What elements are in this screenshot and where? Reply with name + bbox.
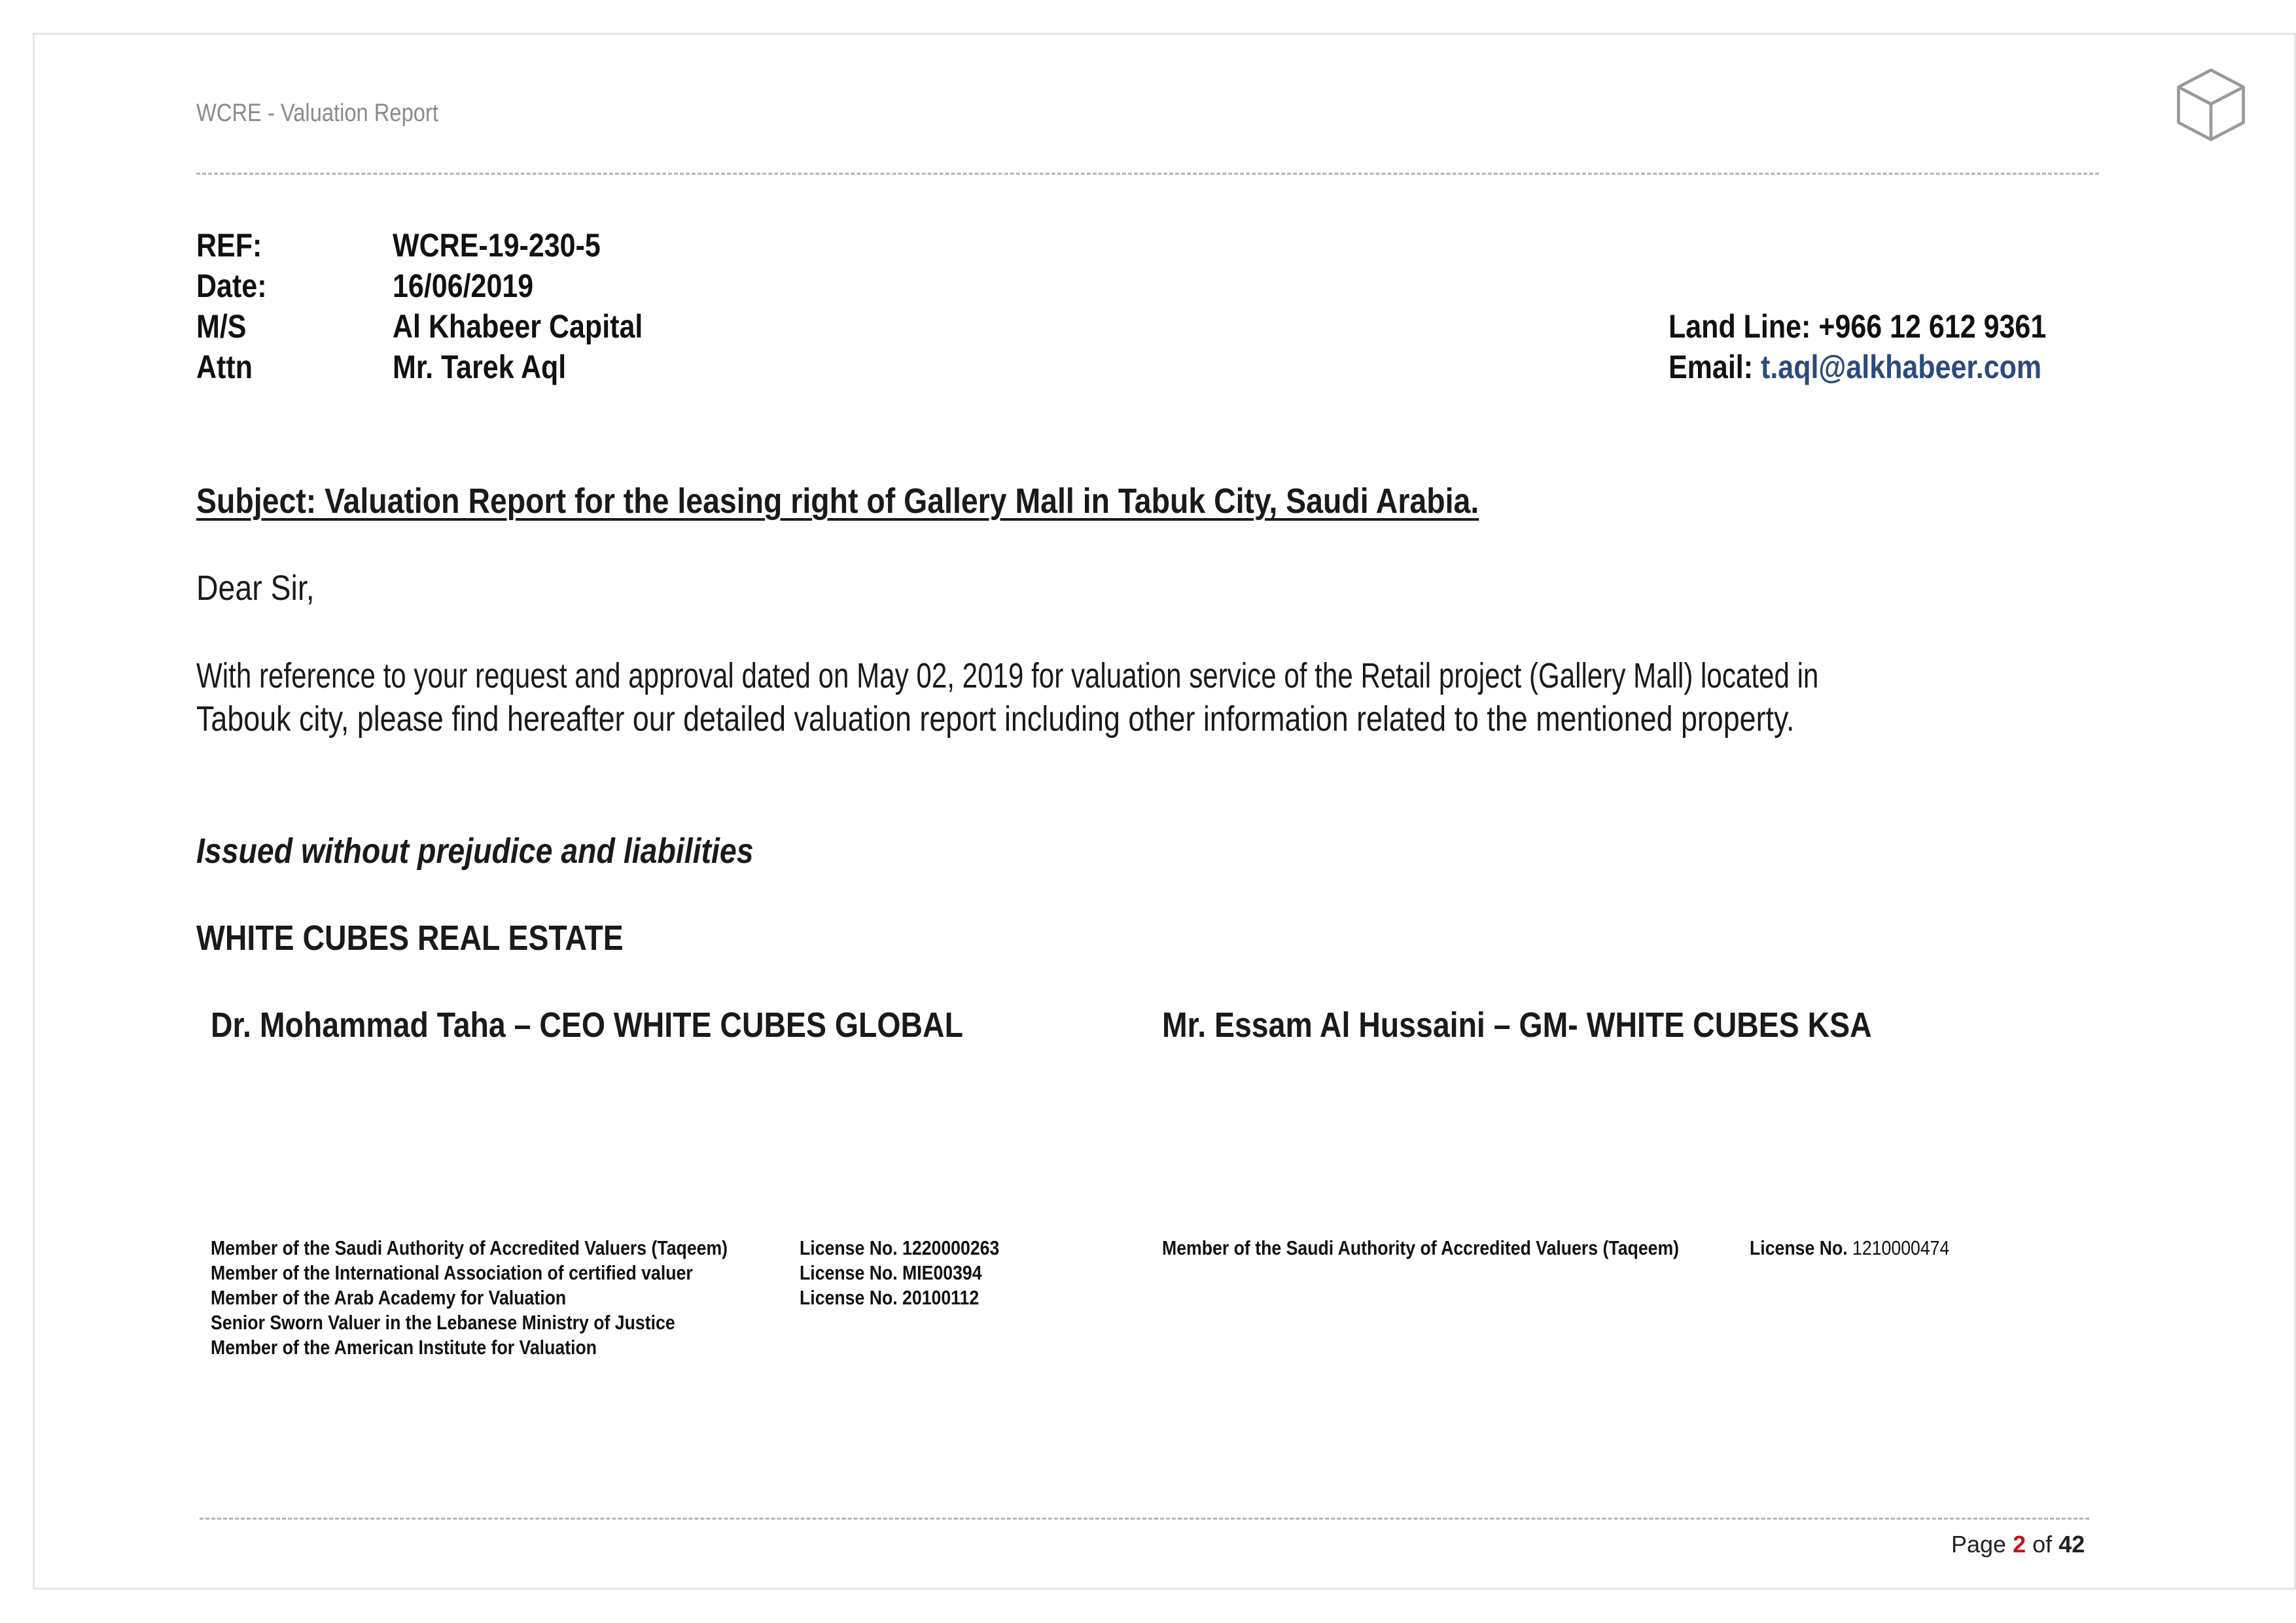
ms-label: M/S bbox=[196, 308, 247, 345]
date-value: 16/06/2019 bbox=[393, 268, 534, 304]
page-prefix: Page bbox=[1951, 1531, 2007, 1558]
page-of: of bbox=[2032, 1531, 2053, 1558]
attn-label: Attn bbox=[196, 349, 253, 385]
signatory-2-license-label: License No. bbox=[1750, 1236, 1848, 1259]
signatory-2-name: Mr. Essam Al Hussaini – GM- WHITE CUBES KSA bbox=[1162, 1005, 1872, 1045]
signatory-1-license: License No. 20100112 bbox=[800, 1286, 980, 1309]
page-total: 42 bbox=[2058, 1531, 2085, 1558]
subject-line: Subject: Valuation Report for the leasing right of Gallery Mall in Tabuk City, Saudi Arabia. bbox=[196, 481, 1479, 521]
landline-label: Land Line: bbox=[1669, 308, 1811, 345]
footer-divider bbox=[200, 1518, 2089, 1520]
attn-value: Mr. Tarek Aql bbox=[393, 349, 567, 385]
company-name: WHITE CUBES REAL ESTATE bbox=[196, 918, 624, 958]
signatory-1-credential: Member of the American Institute for Valuation bbox=[211, 1336, 597, 1359]
cube-logo-icon bbox=[2172, 65, 2250, 143]
email-line bbox=[1669, 348, 2041, 386]
signatory-2-credential: Member of the Saudi Authority of Accredited Valuers (Taqeem) bbox=[1162, 1236, 1680, 1259]
signatory-1-license: License No. 1220000263 bbox=[800, 1236, 1000, 1259]
ref-value: WCRE-19-230-5 bbox=[393, 227, 601, 264]
page-number bbox=[1951, 1531, 2085, 1558]
signatory-2-license-number: 1210000474 bbox=[1852, 1236, 1950, 1259]
signatory-1-credential: Member of the International Association of certified valuer bbox=[211, 1261, 693, 1284]
email-link[interactable]: t.aql@alkhabeer.com bbox=[1761, 349, 2042, 385]
landline-line bbox=[1669, 307, 2046, 345]
signatory-1-credential: Senior Sworn Valuer in the Lebanese Ministry of Justice bbox=[211, 1311, 675, 1334]
issued-note: Issued without prejudice and liabilities bbox=[196, 831, 754, 871]
header-divider bbox=[196, 173, 2099, 175]
ms-value: Al Khabeer Capital bbox=[393, 308, 643, 345]
page-current: 2 bbox=[2013, 1531, 2026, 1558]
signatory-1-license: License No. MIE00394 bbox=[800, 1261, 982, 1284]
signatory-2-license bbox=[1750, 1236, 1949, 1260]
email-label: Email: bbox=[1669, 349, 1754, 385]
body-paragraph-line-1: With reference to your request and approval dated on May 02, 2019 for valuation service of the Retail project (Gallery Mall) located in bbox=[196, 656, 1819, 695]
salutation: Dear Sir, bbox=[196, 568, 315, 608]
signatory-1-credential: Member of the Saudi Authority of Accredited Valuers (Taqeem) bbox=[211, 1236, 728, 1259]
signatory-1-credential: Member of the Arab Academy for Valuation bbox=[211, 1286, 567, 1309]
ref-label: REF: bbox=[196, 227, 262, 264]
date-label: Date: bbox=[196, 268, 267, 304]
header-title: WCRE - Valuation Report bbox=[196, 99, 438, 127]
body-paragraph-line-2: Tabouk city, please find hereafter our detailed valuation report including other information related to the mentioned property. bbox=[196, 699, 1795, 739]
landline-value: +966 12 612 9361 bbox=[1818, 308, 2047, 345]
signatory-1-name: Dr. Mohammad Taha – CEO WHITE CUBES GLOBAL bbox=[211, 1005, 963, 1045]
